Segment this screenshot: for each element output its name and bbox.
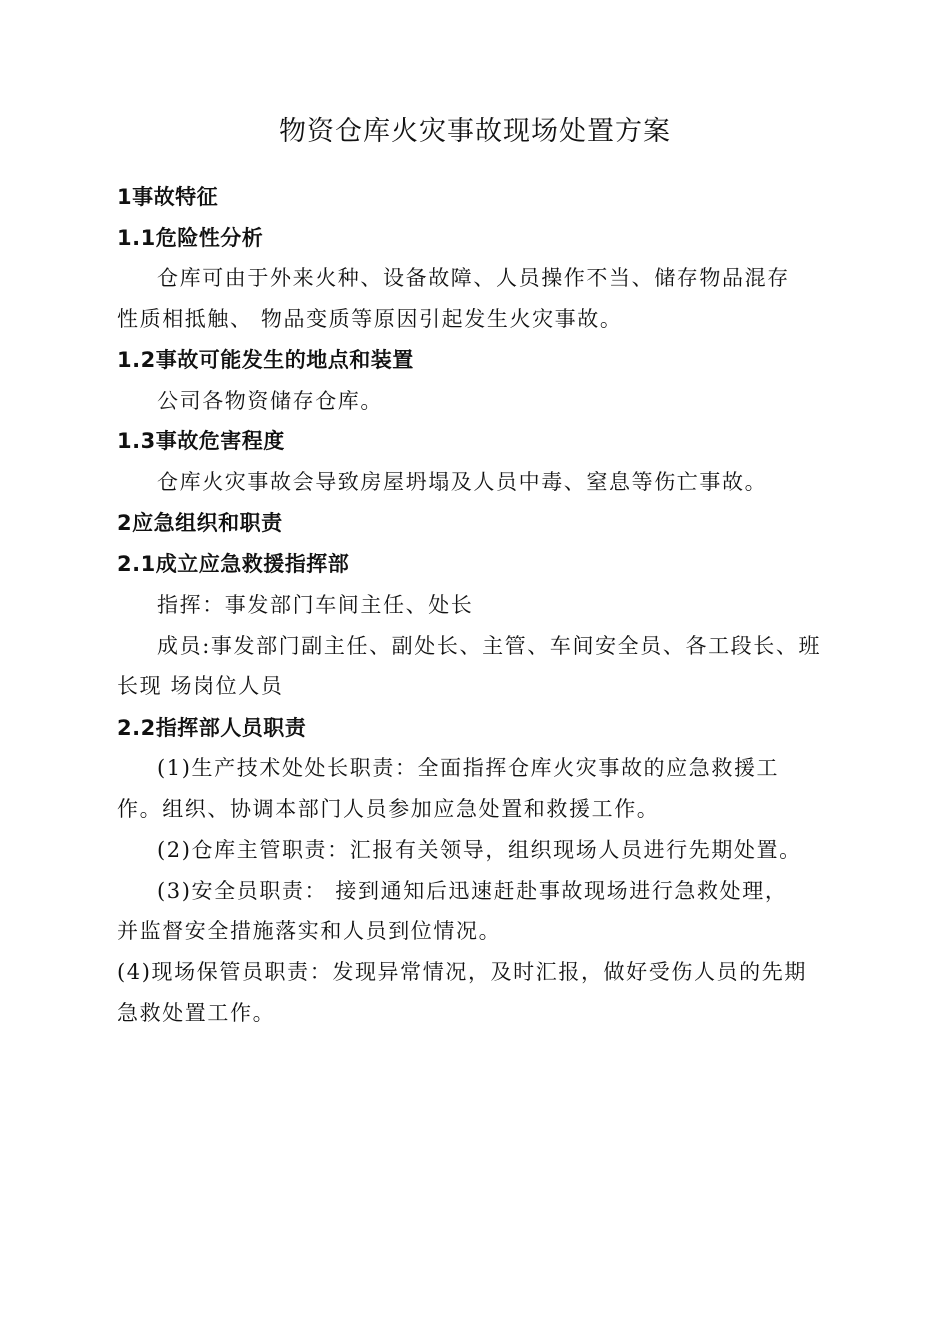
document-title: 物资仓库火灾事故现场处置方案 — [279, 116, 671, 147]
paragraph-line: 指挥：事发部门车间主任、处长 — [157, 593, 474, 617]
section-heading-1: 1事故特征 — [117, 185, 219, 209]
paragraph-line: 成员:事发部门副主任、副处长、主管、车间安全员、各工段长、班 — [157, 634, 822, 658]
paragraph-line: (3)安全员职责： 接到通知后迅速赶赴事故现场进行急救处理， — [157, 879, 788, 903]
section-heading-1-3: 1.3事故危害程度 — [117, 429, 285, 453]
paragraph-line: 作。组织、协调本部门人员参加应急处置和救援工作。 — [117, 797, 660, 821]
paragraph-line: 性质相抵触、 物品变质等原因引起发生火灾事故。 — [117, 307, 623, 331]
section-heading-2-1: 2.1成立应急救援指挥部 — [117, 552, 350, 576]
paragraph-line: 并监督安全措施落实和人员到位情况。 — [117, 919, 502, 943]
paragraph-line: 长现 场岗位人员 — [117, 674, 284, 698]
section-heading-2-2: 2.2指挥部人员职责 — [117, 716, 307, 740]
section-heading-2: 2应急组织和职责 — [117, 511, 283, 535]
paragraph-line: (2)仓库主管职责：汇报有关领导，组织现场人员进行先期处置。 — [157, 838, 802, 862]
paragraph-line: 公司各物资储存仓库。 — [157, 389, 383, 413]
paragraph-line: (4)现场保管员职责：发现异常情况，及时汇报，做好受伤人员的先期 — [117, 960, 807, 984]
paragraph-line: 仓库可由于外来火种、设备故障、人员操作不当、储存物品混存 — [157, 266, 790, 290]
paragraph-line: (1)生产技术处处长职责：全面指挥仓库火灾事故的应急救援工 — [157, 756, 780, 780]
paragraph-line: 急救处置工作。 — [117, 1001, 276, 1025]
paragraph-line: 仓库火灾事故会导致房屋坍塌及人员中毒、窒息等伤亡事故。 — [157, 470, 768, 494]
section-heading-1-2: 1.2事故可能发生的地点和装置 — [117, 348, 414, 372]
section-heading-1-1: 1.1危险性分析 — [117, 226, 264, 250]
